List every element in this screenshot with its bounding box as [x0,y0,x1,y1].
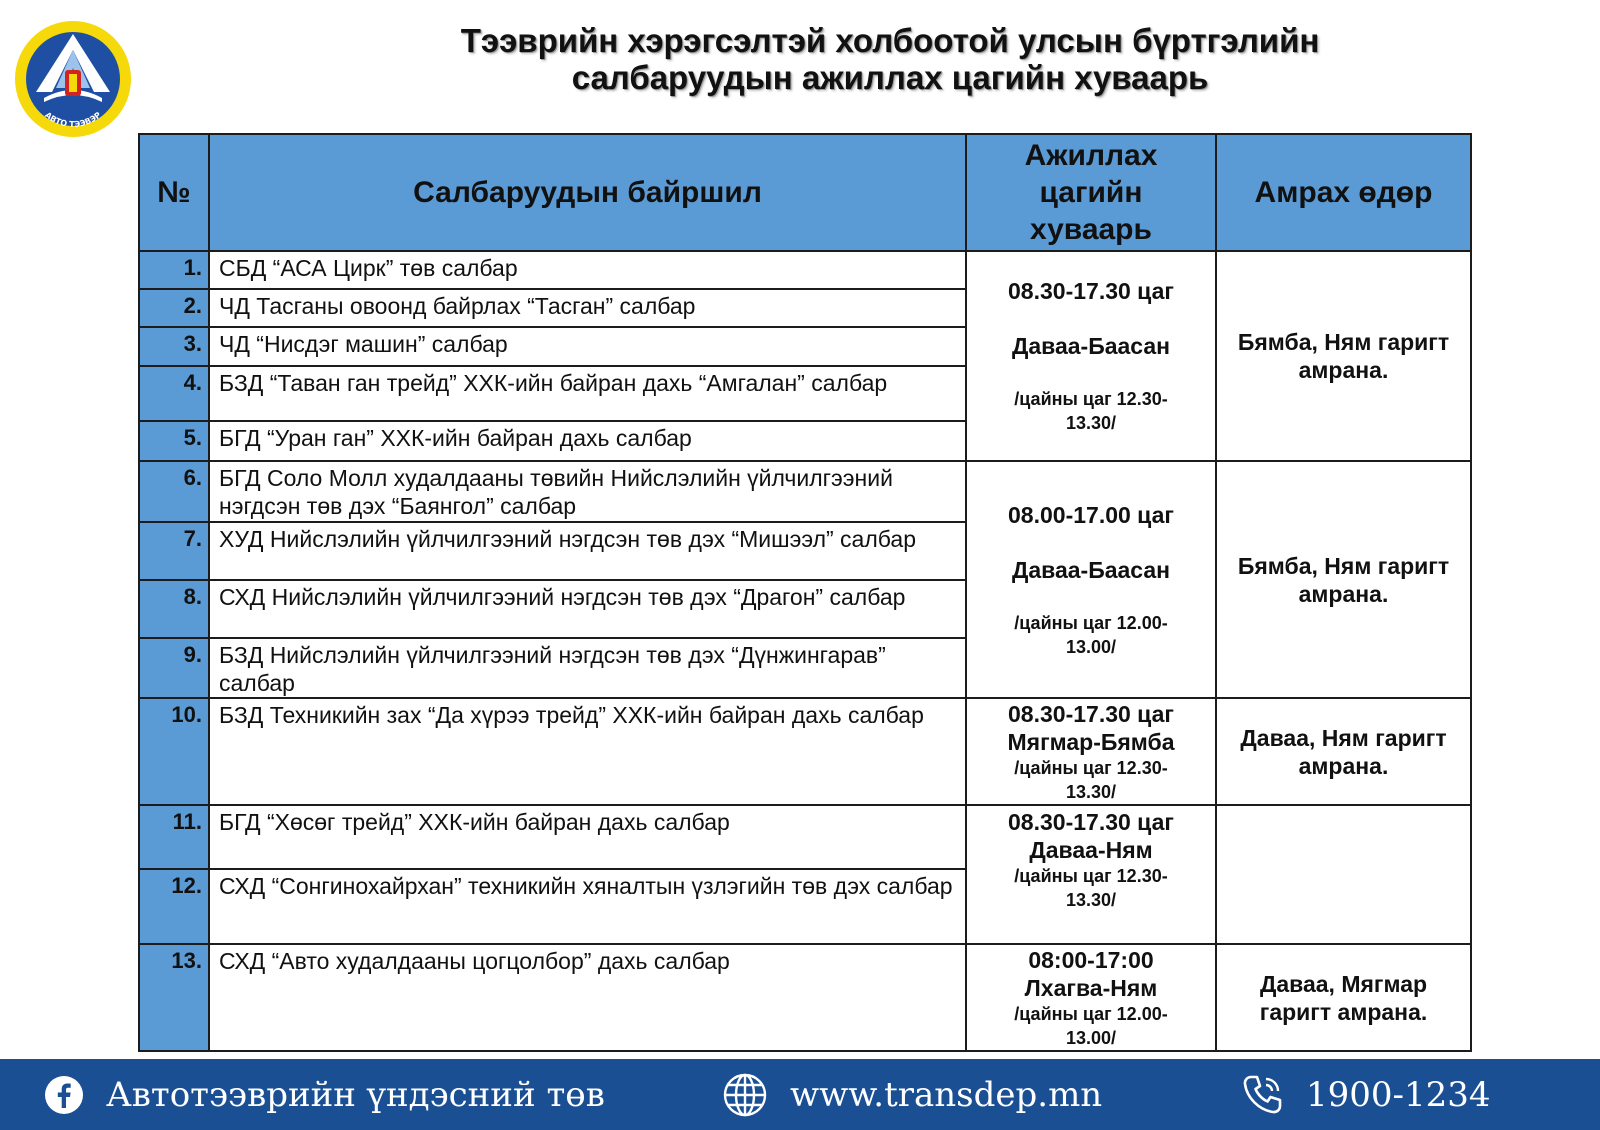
row-location: СБД “АСА Цирк” төв салбар [209,251,966,289]
header-location: Салбаруудын байршил [209,134,966,251]
row-location: БГД “Уран ган” ХХК-ийн байран дахь салбар [209,421,966,461]
row-location: БГД “Хөсөг трейд” ХХК-ийн байран дахь салбар [209,805,966,869]
schedule-hours: 08.00-17.00 цаг [1008,501,1174,528]
schedule-cell [966,944,1216,1051]
schedule-lunch: /цайны цаг 12.30- [1014,757,1168,778]
header-rest-day: Амрах өдөр [1216,134,1471,251]
header-schedule-line: хуваарь [1030,212,1152,246]
table-row [139,251,1471,289]
row-number: 10. [139,698,209,804]
row-number: 12. [139,869,209,944]
row-location: ЧД Тасганы овоонд байрлах “Тасган” салбар [209,289,966,327]
table-row [139,461,1471,521]
row-number: 5. [139,421,209,461]
phone-number: 1900-1234 [1306,1074,1491,1115]
row-location: СХД Нийслэлийн үйлчилгээний нэгдсэн төв дэх “Драгон” салбар [209,580,966,638]
row-location: БГД Соло Молл худалдааны төвийн Нийслэлийн үйлчилгээний нэгдсэн төв дэх “Баянгол” салбар [209,461,966,521]
schedule-lunch: 13.30/ [1065,412,1117,433]
row-number: 2. [139,289,209,327]
row-location: БЗД “Таван ган трейд” ХХК-ийн байран дахь “Амгалан” салбар [209,366,966,421]
schedule-lunch: /цайны цаг 12.30- [1014,388,1168,409]
row-number: 1. [139,251,209,289]
schedule-lunch: 13.30/ [1065,889,1117,910]
row-location: СХД “Авто худалдааны цогцолбор” дахь салбар [209,944,966,1051]
row-number: 6. [139,461,209,521]
rest-day-line: гаригт амрана. [1259,998,1428,1025]
rest-day-cell [1216,805,1471,945]
rest-day-line: амрана. [1298,580,1389,607]
table-row [139,944,1471,1051]
schedule-hours: 08.30-17.30 цаг [1008,700,1174,727]
rest-day-line: Бямба, Ням гаригт [1237,552,1450,579]
row-number: 11. [139,805,209,869]
schedule-days: Лхагва-Ням [1024,974,1158,1001]
facebook-icon [44,1075,84,1115]
globe-icon [722,1072,768,1118]
table-header-row [139,134,1471,251]
header-schedule-line: цагийн [1039,175,1143,209]
schedule-table [138,133,1472,1052]
rest-day-line: амрана. [1298,356,1389,383]
schedule-lunch: 13.00/ [1065,636,1117,657]
facebook-page-name: Автотээврийн үндэсний төв [106,1074,605,1115]
rest-day-cell [1216,461,1471,698]
footer-website-link[interactable] [722,1059,1102,1130]
row-number: 4. [139,366,209,421]
row-location: СХД “Сонгинохайрхан” техникийн хяналтын үзлэгийн төв дэх салбар [209,869,966,944]
schedule-hours: 08.30-17.30 цаг [1008,808,1174,835]
schedule-cell [966,461,1216,698]
rest-day-line: амрана. [1298,752,1389,779]
row-location: ХУД Нийслэлийн үйлчилгээний нэгдсэн төв дэх “Мишээл” салбар [209,522,966,580]
schedule-days: Даваа-Ням [1029,836,1153,863]
schedule-lunch: /цайны цаг 12.00- [1014,612,1168,633]
logo [14,20,132,138]
schedule-hours: 08.30-17.30 цаг [1008,277,1174,304]
page-title [200,22,1580,96]
schedule-cell [966,698,1216,804]
header-number: № [139,134,209,251]
row-location: ЧД “Нисдэг машин” салбар [209,327,966,366]
table-row [139,698,1471,804]
rest-day-line: Бямба, Ням гаригт [1237,328,1450,355]
schedule-cell [966,251,1216,462]
schedule-lunch: 13.00/ [1065,1027,1117,1048]
header-schedule [966,134,1216,251]
schedule-lunch: /цайны цаг 12.30- [1014,865,1168,886]
rest-day-cell [1216,251,1471,462]
schedule-days: Даваа-Баасан [1011,556,1171,583]
row-location: БЗД Техникийн зах “Да хүрээ трейд” ХХК-ийн байран дахь салбар [209,698,966,804]
row-number: 7. [139,522,209,580]
schedule-lunch: /цайны цаг 12.00- [1014,1003,1168,1024]
row-number: 3. [139,327,209,366]
rest-day-cell [1216,698,1471,804]
website-url: www.transdep.mn [790,1074,1103,1115]
footer-bar [0,1059,1600,1130]
row-number: 9. [139,638,209,698]
logo-emblem-icon [14,20,132,138]
schedule-hours: 08:00-17:00 [1028,946,1154,973]
schedule-lunch: 13.30/ [1065,781,1117,802]
rest-day-line: Даваа, Ням гаригт [1240,724,1447,751]
schedule-cell [966,805,1216,945]
phone-icon [1240,1073,1284,1117]
schedule-days: Даваа-Баасан [1011,332,1171,359]
title-line-2: салбаруудын ажиллах цагийн хуваарь [571,59,1209,96]
header-schedule-line: Ажиллах [1024,138,1158,172]
title-line-1: Тээврийн хэрэгсэлтэй холбоотой улсын бүртгэлийн [460,22,1320,59]
schedule-days: Мягмар-Бямба [1007,728,1175,755]
table-row [139,805,1471,869]
logo-text: АВТО ТЭЭВЭР [43,110,103,129]
row-number: 13. [139,944,209,1051]
row-number: 8. [139,580,209,638]
rest-day-line: Даваа, Мягмар [1259,970,1428,997]
row-location: БЗД Нийслэлийн үйлчилгээний нэгдсэн төв дэх “Дүнжингарав” салбар [209,638,966,698]
rest-day-cell [1216,944,1471,1051]
footer-facebook-link[interactable] [44,1059,605,1130]
footer-phone-link[interactable] [1240,1059,1491,1130]
